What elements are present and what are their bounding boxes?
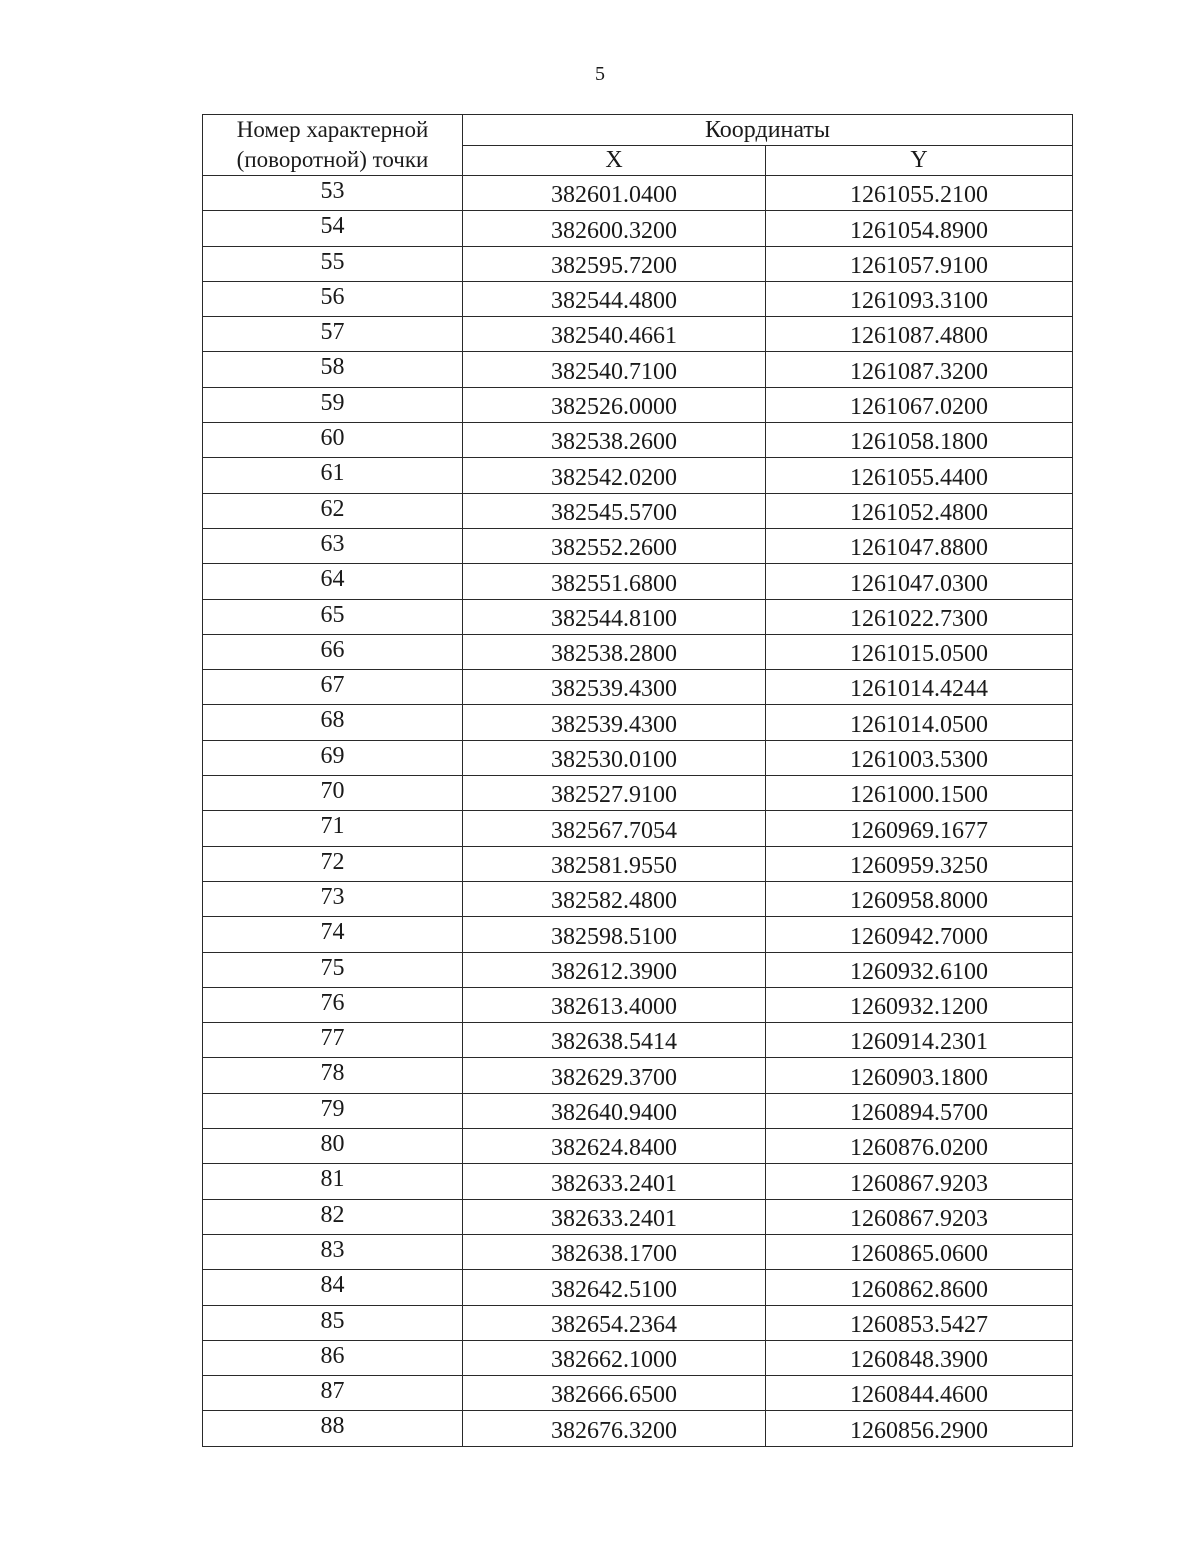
table-row: [203, 599, 1073, 634]
point-number-cell: 83: [203, 1234, 463, 1269]
point-number-cell: 60: [203, 423, 463, 458]
y-coordinate-cell: 1261003.5300: [766, 740, 1073, 775]
x-coordinate-cell: 382582.4800: [463, 881, 766, 916]
x-coordinate-cell: 382642.5100: [463, 1270, 766, 1305]
table-row: [203, 846, 1073, 881]
x-coordinate-cell: 382538.2800: [463, 634, 766, 669]
y-coordinate-cell: 1261055.2100: [766, 176, 1073, 211]
table-row: [203, 1411, 1073, 1446]
point-number-cell: 62: [203, 493, 463, 528]
point-number-cell: 85: [203, 1305, 463, 1340]
x-coordinate-cell: 382530.0100: [463, 740, 766, 775]
table-body: [203, 176, 1073, 1447]
x-coordinate-cell: 382595.7200: [463, 246, 766, 281]
coordinates-table: [202, 114, 1073, 1447]
header-coordinates: Координаты: [463, 115, 1073, 146]
point-number-cell: 70: [203, 776, 463, 811]
y-coordinate-cell: 1260856.2900: [766, 1411, 1073, 1446]
header-point-number: Номер характерной (поворотной) точки: [203, 115, 463, 176]
point-number-cell: 68: [203, 705, 463, 740]
y-coordinate-cell: 1261014.0500: [766, 705, 1073, 740]
table-row: [203, 1234, 1073, 1269]
x-coordinate-cell: 382527.9100: [463, 776, 766, 811]
point-number-cell: 88: [203, 1411, 463, 1446]
table-row: [203, 811, 1073, 846]
point-number-cell: 80: [203, 1129, 463, 1164]
table-row: [203, 917, 1073, 952]
x-coordinate-cell: 382613.4000: [463, 987, 766, 1022]
table-row: [203, 1023, 1073, 1058]
y-coordinate-cell: 1261014.4244: [766, 670, 1073, 705]
point-number-cell: 58: [203, 352, 463, 387]
point-number-cell: 72: [203, 846, 463, 881]
point-number-cell: 78: [203, 1058, 463, 1093]
y-coordinate-cell: 1260876.0200: [766, 1129, 1073, 1164]
y-coordinate-cell: 1260914.2301: [766, 1023, 1073, 1058]
x-coordinate-cell: 382654.2364: [463, 1305, 766, 1340]
x-coordinate-cell: 382638.1700: [463, 1234, 766, 1269]
x-coordinate-cell: 382633.2401: [463, 1199, 766, 1234]
table-row: [203, 1199, 1073, 1234]
y-coordinate-cell: 1260867.9203: [766, 1199, 1073, 1234]
page-number: 5: [595, 63, 605, 85]
x-coordinate-cell: 382567.7054: [463, 811, 766, 846]
y-coordinate-cell: 1261054.8900: [766, 211, 1073, 246]
table-row: [203, 776, 1073, 811]
x-coordinate-cell: 382540.4661: [463, 317, 766, 352]
x-coordinate-cell: 382539.4300: [463, 670, 766, 705]
point-number-cell: 77: [203, 1023, 463, 1058]
table-row: [203, 1270, 1073, 1305]
y-coordinate-cell: 1260903.1800: [766, 1058, 1073, 1093]
table-row: [203, 246, 1073, 281]
y-coordinate-cell: 1261087.3200: [766, 352, 1073, 387]
point-number-cell: 54: [203, 211, 463, 246]
x-coordinate-cell: 382598.5100: [463, 917, 766, 952]
point-number-cell: 82: [203, 1199, 463, 1234]
x-coordinate-cell: 382542.0200: [463, 458, 766, 493]
point-number-cell: 87: [203, 1376, 463, 1411]
y-coordinate-cell: 1261015.0500: [766, 634, 1073, 669]
point-number-cell: 55: [203, 246, 463, 281]
y-coordinate-cell: 1260862.8600: [766, 1270, 1073, 1305]
header-x: X: [463, 146, 766, 176]
table-row: [203, 1093, 1073, 1128]
table-row: [203, 528, 1073, 563]
table-row: [203, 1376, 1073, 1411]
x-coordinate-cell: 382666.6500: [463, 1376, 766, 1411]
point-number-cell: 66: [203, 634, 463, 669]
y-coordinate-cell: 1260867.9203: [766, 1164, 1073, 1199]
table-row: [203, 1129, 1073, 1164]
table-row: [203, 987, 1073, 1022]
point-number-cell: 61: [203, 458, 463, 493]
table-row: [203, 1340, 1073, 1375]
x-coordinate-cell: 382552.2600: [463, 528, 766, 563]
table-row: [203, 1058, 1073, 1093]
y-coordinate-cell: 1260894.5700: [766, 1093, 1073, 1128]
x-coordinate-cell: 382545.5700: [463, 493, 766, 528]
point-number-cell: 76: [203, 987, 463, 1022]
table-row: [203, 1164, 1073, 1199]
table-row: [203, 705, 1073, 740]
x-coordinate-cell: 382544.8100: [463, 599, 766, 634]
point-number-cell: 69: [203, 740, 463, 775]
point-number-cell: 67: [203, 670, 463, 705]
y-coordinate-cell: 1260958.8000: [766, 881, 1073, 916]
table-row: [203, 352, 1073, 387]
y-coordinate-cell: 1260853.5427: [766, 1305, 1073, 1340]
point-number-cell: 86: [203, 1340, 463, 1375]
y-coordinate-cell: 1261093.3100: [766, 281, 1073, 316]
y-coordinate-cell: 1260932.1200: [766, 987, 1073, 1022]
y-coordinate-cell: 1260959.3250: [766, 846, 1073, 881]
point-number-cell: 59: [203, 387, 463, 422]
y-coordinate-cell: 1261047.0300: [766, 564, 1073, 599]
y-coordinate-cell: 1260844.4600: [766, 1376, 1073, 1411]
point-number-cell: 81: [203, 1164, 463, 1199]
y-coordinate-cell: 1261087.4800: [766, 317, 1073, 352]
y-coordinate-cell: 1261067.0200: [766, 387, 1073, 422]
x-coordinate-cell: 382526.0000: [463, 387, 766, 422]
x-coordinate-cell: 382539.4300: [463, 705, 766, 740]
header-y: Y: [766, 146, 1073, 176]
point-number-cell: 53: [203, 176, 463, 211]
table-row: [203, 564, 1073, 599]
table-row: [203, 740, 1073, 775]
y-coordinate-cell: 1260865.0600: [766, 1234, 1073, 1269]
y-coordinate-cell: 1261052.4800: [766, 493, 1073, 528]
x-coordinate-cell: 382600.3200: [463, 211, 766, 246]
x-coordinate-cell: 382601.0400: [463, 176, 766, 211]
point-number-cell: 84: [203, 1270, 463, 1305]
point-number-cell: 56: [203, 281, 463, 316]
y-coordinate-cell: 1260848.3900: [766, 1340, 1073, 1375]
table-row: [203, 211, 1073, 246]
y-coordinate-cell: 1261047.8800: [766, 528, 1073, 563]
point-number-cell: 65: [203, 599, 463, 634]
table-row: [203, 387, 1073, 422]
y-coordinate-cell: 1261000.1500: [766, 776, 1073, 811]
point-number-cell: 63: [203, 528, 463, 563]
x-coordinate-cell: 382544.4800: [463, 281, 766, 316]
x-coordinate-cell: 382629.3700: [463, 1058, 766, 1093]
x-coordinate-cell: 382638.5414: [463, 1023, 766, 1058]
x-coordinate-cell: 382538.2600: [463, 423, 766, 458]
point-number-cell: 75: [203, 952, 463, 987]
table-row: [203, 281, 1073, 316]
x-coordinate-cell: 382624.8400: [463, 1129, 766, 1164]
y-coordinate-cell: 1261058.1800: [766, 423, 1073, 458]
table-row: [203, 423, 1073, 458]
table-row: [203, 634, 1073, 669]
y-coordinate-cell: 1261057.9100: [766, 246, 1073, 281]
point-number-cell: 73: [203, 881, 463, 916]
point-number-cell: 74: [203, 917, 463, 952]
table-row: [203, 952, 1073, 987]
table-row: [203, 317, 1073, 352]
point-number-cell: 57: [203, 317, 463, 352]
table-row: [203, 881, 1073, 916]
point-number-cell: 64: [203, 564, 463, 599]
table-row: [203, 458, 1073, 493]
x-coordinate-cell: 382581.9550: [463, 846, 766, 881]
table-row: [203, 493, 1073, 528]
y-coordinate-cell: 1260969.1677: [766, 811, 1073, 846]
x-coordinate-cell: 382676.3200: [463, 1411, 766, 1446]
table-row: [203, 670, 1073, 705]
y-coordinate-cell: 1260942.7000: [766, 917, 1073, 952]
y-coordinate-cell: 1261055.4400: [766, 458, 1073, 493]
y-coordinate-cell: 1260932.6100: [766, 952, 1073, 987]
point-number-cell: 71: [203, 811, 463, 846]
point-number-cell: 79: [203, 1093, 463, 1128]
x-coordinate-cell: 382551.6800: [463, 564, 766, 599]
x-coordinate-cell: 382662.1000: [463, 1340, 766, 1375]
x-coordinate-cell: 382540.7100: [463, 352, 766, 387]
x-coordinate-cell: 382612.3900: [463, 952, 766, 987]
table-row: [203, 1305, 1073, 1340]
x-coordinate-cell: 382640.9400: [463, 1093, 766, 1128]
y-coordinate-cell: 1261022.7300: [766, 599, 1073, 634]
table-row: [203, 176, 1073, 211]
x-coordinate-cell: 382633.2401: [463, 1164, 766, 1199]
